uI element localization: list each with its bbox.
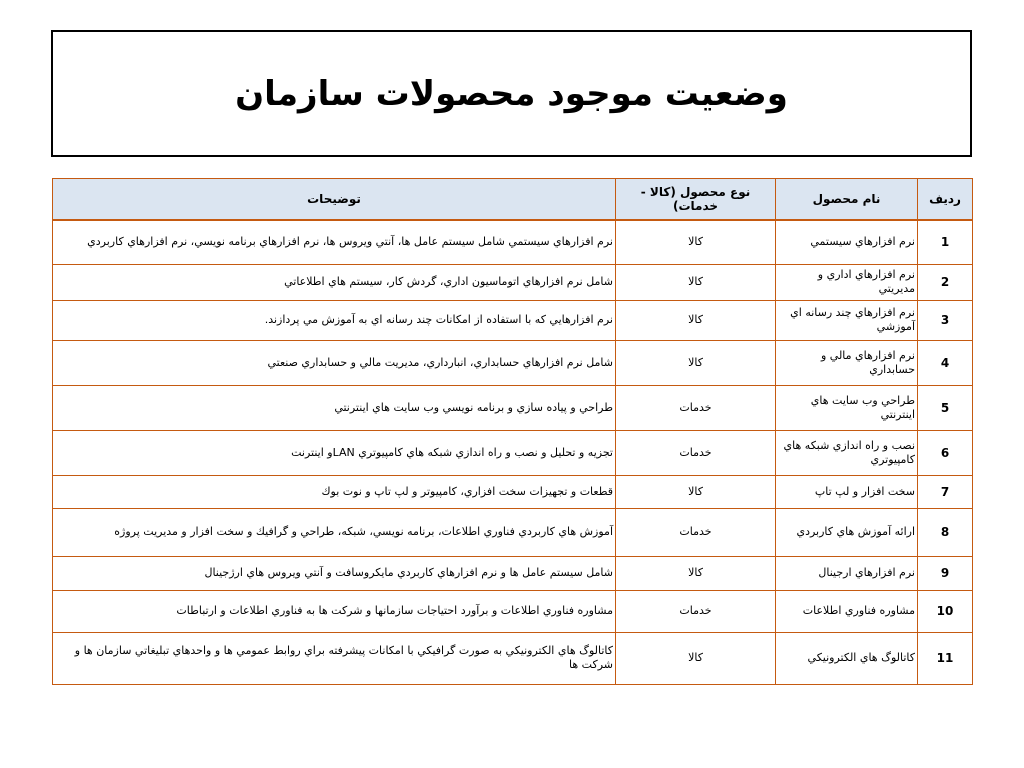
product-description: آموزش هاي كاربردي فناوري اطلاعات، برنامه نويسي، شبكه، طراحي و گرافيك و سخت افزار و مديريت پروژه [53, 508, 616, 556]
product-description: طراحي و پياده سازي و برنامه نويسي وب سايت هاي اينترنتي [53, 385, 616, 430]
table-row [53, 430, 973, 475]
product-description: مشاوره فناوري اطلاعات و برآورد احتياجات سازمانها و شركت ها به فناوري اطلاعات و ارتباطات [53, 590, 616, 632]
table-row [53, 220, 973, 264]
table-row [53, 300, 973, 340]
header-product-type: نوع محصول (كالا - خدمات) [616, 179, 776, 221]
product-name: نرم افزارهاي سيستمي [776, 220, 918, 264]
title-box [51, 30, 972, 157]
row-number: 9 [918, 556, 973, 590]
table-row [53, 556, 973, 590]
product-description: نرم افزارهايي كه با استفاده از امكانات چند رسانه اي به آموزش مي پردازند. [53, 300, 616, 340]
product-type: خدمات [616, 430, 776, 475]
product-description: شامل نرم افزارهاي اتوماسيون اداري، گردش كار، سيستم هاي اطلاعاتي [53, 264, 616, 300]
row-number: 4 [918, 340, 973, 385]
product-type: كالا [616, 220, 776, 264]
table-row [53, 385, 973, 430]
product-description: كاتالوگ هاي الكترونيكي به صورت گرافيكي با امكانات پيشرفته براي روابط عمومي ها و واحدهاي تبليغاتي سازمان ها و شركت ها [53, 632, 616, 684]
product-type: كالا [616, 300, 776, 340]
product-type: كالا [616, 632, 776, 684]
product-name: طراحي وب سايت هاي اينترنتي [776, 385, 918, 430]
row-number: 5 [918, 385, 973, 430]
product-name: نصب و راه اندازي شبكه هاي كامپيوتري [776, 430, 918, 475]
row-number: 6 [918, 430, 973, 475]
product-description: شامل سيستم عامل ها و نرم افزارهاي كاربردي مايكروسافت و آنتي ويروس هاي ارژجينال [53, 556, 616, 590]
header-product-name: نام محصول [776, 179, 918, 221]
product-name: نرم افزارهاي اداري و مديريتي [776, 264, 918, 300]
header-row-number: رديف [918, 179, 973, 221]
row-number: 7 [918, 475, 973, 508]
product-description: شامل نرم افزارهاي حسابداري، انبارداري، مديريت مالي و حسابداري صنعتي [53, 340, 616, 385]
product-name: نرم افزارهاي مالي و حسابداري [776, 340, 918, 385]
product-type: كالا [616, 340, 776, 385]
product-description: قطعات و تجهيزات سخت افزاري، كامپيوتر و لپ تاپ و نوت بوك [53, 475, 616, 508]
row-number: 11 [918, 632, 973, 684]
product-type: كالا [616, 475, 776, 508]
product-type: خدمات [616, 590, 776, 632]
product-name: كاتالوگ هاي الكترونيكي [776, 632, 918, 684]
table-header-row [53, 179, 973, 221]
row-number: 10 [918, 590, 973, 632]
table-row [53, 632, 973, 684]
product-type: كالا [616, 556, 776, 590]
row-number: 1 [918, 220, 973, 264]
products-table-wrap [52, 178, 972, 685]
product-name: نرم افزارهاي چند رسانه اي آموزشي [776, 300, 918, 340]
row-number: 3 [918, 300, 973, 340]
table-row [53, 264, 973, 300]
product-name: ارائه آموزش هاي كاربردي [776, 508, 918, 556]
product-type: خدمات [616, 385, 776, 430]
header-description: توضيحات [53, 179, 616, 221]
product-name: سخت افزار و لپ تاپ [776, 475, 918, 508]
row-number: 2 [918, 264, 973, 300]
table-row [53, 590, 973, 632]
row-number: 8 [918, 508, 973, 556]
products-table [52, 178, 973, 685]
table-row [53, 475, 973, 508]
product-type: كالا [616, 264, 776, 300]
product-name: مشاوره فناوري اطلاعات [776, 590, 918, 632]
product-type: خدمات [616, 508, 776, 556]
product-description: نرم افزارهاي سيستمي شامل سيستم عامل ها، آنتي ويروس ها، نرم افزارهاي برنامه نويسي، نرم افزارهاي كاربردي [53, 220, 616, 264]
page-title: وضعیت موجود محصولات سازمان [235, 73, 788, 114]
table-row [53, 340, 973, 385]
product-description: تجزيه و تحليل و نصب و راه اندازي شبكه هاي كامپيوتري LANو اينترنت [53, 430, 616, 475]
product-name: نرم افزارهاي ارجينال [776, 556, 918, 590]
table-row [53, 508, 973, 556]
